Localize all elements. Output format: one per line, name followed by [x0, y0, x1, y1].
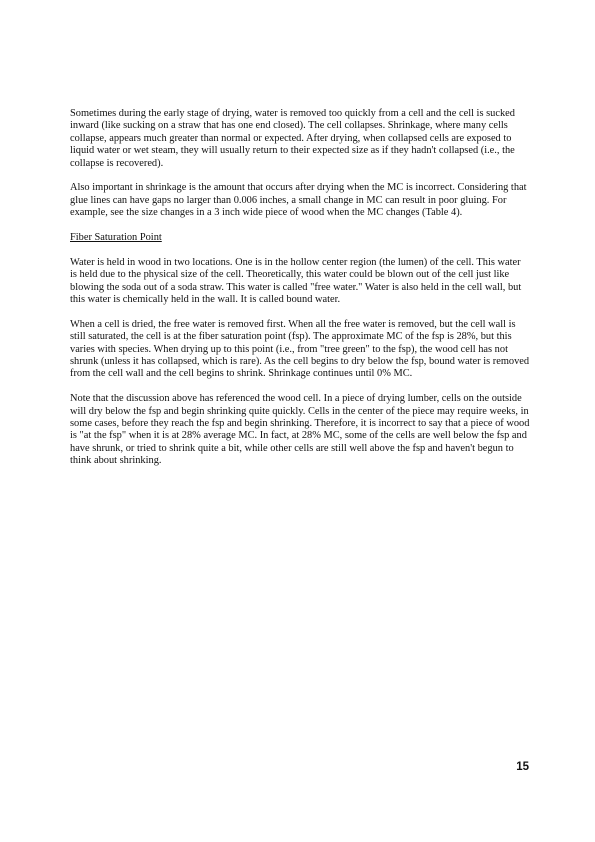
paragraph-shrinkage-after-drying: Also important in shrinkage is the amount that occurs after drying when the MC is incorrect. Considering that glue lines can have gaps no larger than 0.006 inches, a small change in MC can result in poor gluing. For example, see the size changes in a 3 inch wide piece of wood when the MC changes (Table 4). — [70, 182, 527, 219]
page-number: 15 — [516, 761, 529, 773]
section-heading-fiber-saturation-point: Fiber Saturation Point — [70, 232, 162, 244]
document-body — [70, 108, 530, 480]
paragraph-drying-lumber: Note that the discussion above has referenced the wood cell. In a piece of drying lumber, cells on the outside will dry below the fsp and begin shrinking quite quickly. Cells in the center of the piece may require weeks, in some cases, before they reach the fsp and begin shrinking. Therefore, it is incorrect to say that a piece of wood is "at the fsp" when it is at 28% average MC. In fact, at 28% MC, some of the cells are well below the fsp and have shrunk, or tried to shrink quite a bit, while other cells are still well above the fsp and haven't begun to think about shrinking. — [70, 393, 530, 467]
paragraph-water-locations: Water is held in wood in two locations. One is in the hollow center region (the lumen) of the cell. This water is held due to the physical size of the cell. Theoretically, this water could be blown out of the cell just like blowing the soda out of a soda straw. This water is called "free water." Water is also held in the cell wall, but this water is chemically held in the wall. It is called bound water. — [70, 256, 522, 306]
paragraph-cell-collapse: Sometimes during the early stage of drying, water is removed too quickly from a cell and the cell is sucked inward (like sucking on a straw that has one end closed). The cell collapses. Shrinkage, where many cells collapse, appears much greater than normal or expected. After drying, when collapsed cells are exposed to liquid water or wet steam, they will usually return to their expected size as if they hadn't collapsed (i.e., the collapse is recovered). — [70, 108, 515, 169]
paragraph-fiber-saturation: When a cell is dried, the free water is removed first. When all the free water is removed, but the cell wall is still saturated, the cell is at the fiber saturation point (fsp). The approximate MC of the fsp is 28%, but this varies with species. When drying up to this point (i.e., from "tree green" to the fsp), the wood cell has not shrunk (unless it has collapsed, which is rare). As the cell begins to dry below the fsp, bound water is removed from the cell wall and the cell begins to shrink. Shrinkage continues until 0% MC. — [70, 318, 530, 380]
